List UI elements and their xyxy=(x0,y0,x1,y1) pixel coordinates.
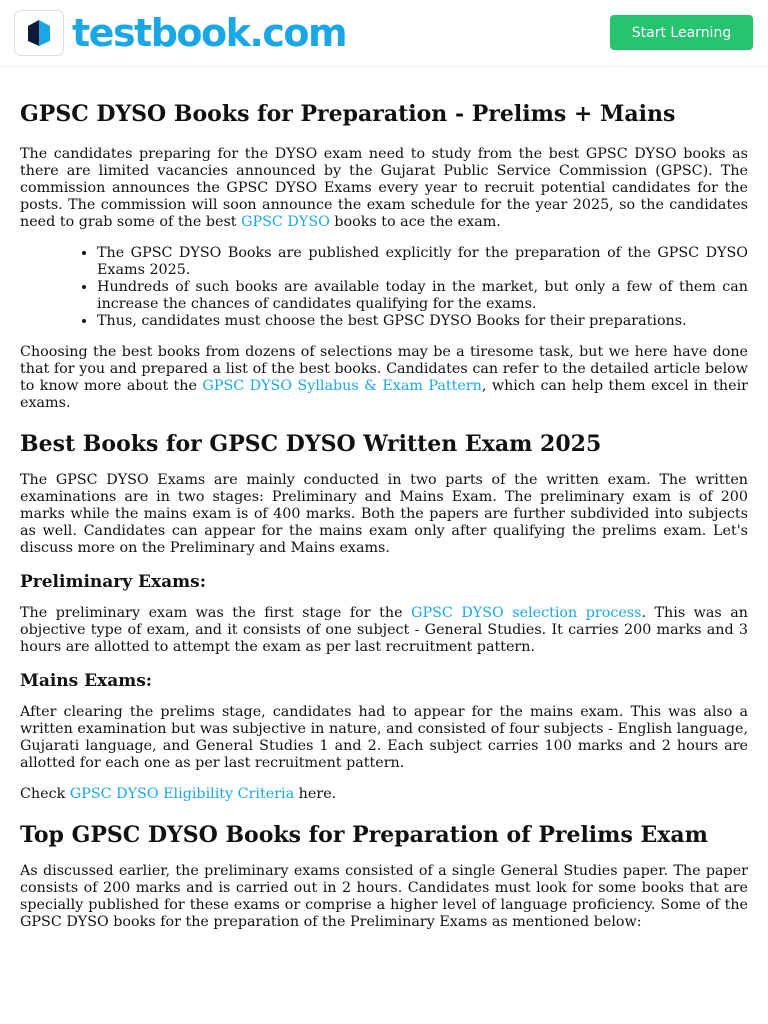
intro-paragraph xyxy=(20,146,748,231)
list-item: • Hundreds of such books are available today in the market, but only a few of them can increase the chances of candidates qualifying for the exams. xyxy=(97,279,748,313)
gpsc-dyso-link[interactable]: GPSC DYSO xyxy=(241,214,330,230)
article xyxy=(20,100,748,945)
prelims-text: The preliminary exam was the first stage for the xyxy=(20,605,412,621)
start-learning-button[interactable]: Start Learning xyxy=(610,15,753,50)
prelims-paragraph xyxy=(20,605,748,656)
written-exam-paragraph: The GPSC DYSO Exams are mainly conducted in two parts of the written exam. The written examinations are in two stages: Preliminary and Mains Exam. The preliminary exam is of 200 marks while the mains exam is of 400 marks. Both the papers are further subdivided into subjects as well. Candidates can appear for the mains exam only after qualifying the prelims exam. Let's discuss more on the Preliminary and Mains exams. xyxy=(20,472,748,556)
section-heading-written-exam: Best Books for GPSC DYSO Written Exam 2025 xyxy=(20,431,602,457)
check-text: Check xyxy=(20,786,70,802)
choosing-text-end: , which can help them excel in their exams. xyxy=(20,378,749,411)
intro-text-end: books to ace the exam. xyxy=(329,214,501,230)
subheading-mains: Mains Exams: xyxy=(20,671,153,691)
choosing-paragraph xyxy=(20,344,748,412)
key-points-list xyxy=(20,245,748,330)
page-title: GPSC DYSO Books for Preparation - Prelims + Mains xyxy=(20,101,676,127)
intro-text: The candidates preparing for the DYSO exam need to study from the best GPSC DYSO books as there are limited vacancies announced by the Gujarat Public Service Commission (GPSC). The commission announces the GPSC DYSO Exams every year to recruit potential candidates for the posts. The commission will soon announce the exam schedule for the year 2025, so the candidates need to grab some of the best xyxy=(20,146,748,230)
top-books-paragraph: As discussed earlier, the preliminary exams consisted of a single General Studies paper. The paper consists of 200 marks and is carried out in 2 hours. Candidates must look for some books that are specially published for these exams or comprise a higher level of language proficiency. Some of the GPSC DYSO books for the preparation of the Preliminary Exams as mentioned below: xyxy=(20,863,748,930)
logo-text: testbook.com xyxy=(72,11,347,55)
logo[interactable] xyxy=(14,10,346,56)
mains-paragraph: After clearing the prelims stage, candidates had to appear for the mains exam. This was also a written examination but was subjective in nature, and consisted of four subjects - English language, Gujarati language, and General Studies 1 and 2. Each subject carries 100 marks and 2 hours are allotted for each one as per last recruitment pattern. xyxy=(20,704,748,771)
list-item: • Thus, candidates must choose the best GPSC DYSO Books for their preparations. xyxy=(97,313,748,330)
check-text-end: here. xyxy=(294,786,337,802)
eligibility-criteria-link[interactable]: GPSC DYSO Eligibility Criteria xyxy=(69,786,295,802)
site-header xyxy=(0,0,768,67)
logo-icon xyxy=(14,10,64,56)
section-heading-top-books: Top GPSC DYSO Books for Preparation of Prelims Exam xyxy=(20,822,708,848)
list-item: • The GPSC DYSO Books are published explicitly for the preparation of the GPSC DYSO Exams 2025. xyxy=(97,245,748,279)
choosing-text: Choosing the best books from dozens of selections may be a tiresome task, but we here have done that for you and prepared a list of the best books. Candidates can refer to the detailed article below to know more about the xyxy=(20,344,748,394)
syllabus-exam-pattern-link[interactable]: GPSC DYSO Syllabus & Exam Pattern xyxy=(202,378,482,394)
prelims-text-end: . This was an objective type of exam, and it consists of one subject - General Studies. It carries 200 marks and 3 hours are allotted to attempt the exam as per last recruitment pattern. xyxy=(20,605,749,655)
selection-process-link[interactable]: GPSC DYSO selection process xyxy=(411,605,642,621)
subheading-preliminary: Preliminary Exams: xyxy=(20,572,206,592)
check-eligibility-line xyxy=(20,786,748,803)
